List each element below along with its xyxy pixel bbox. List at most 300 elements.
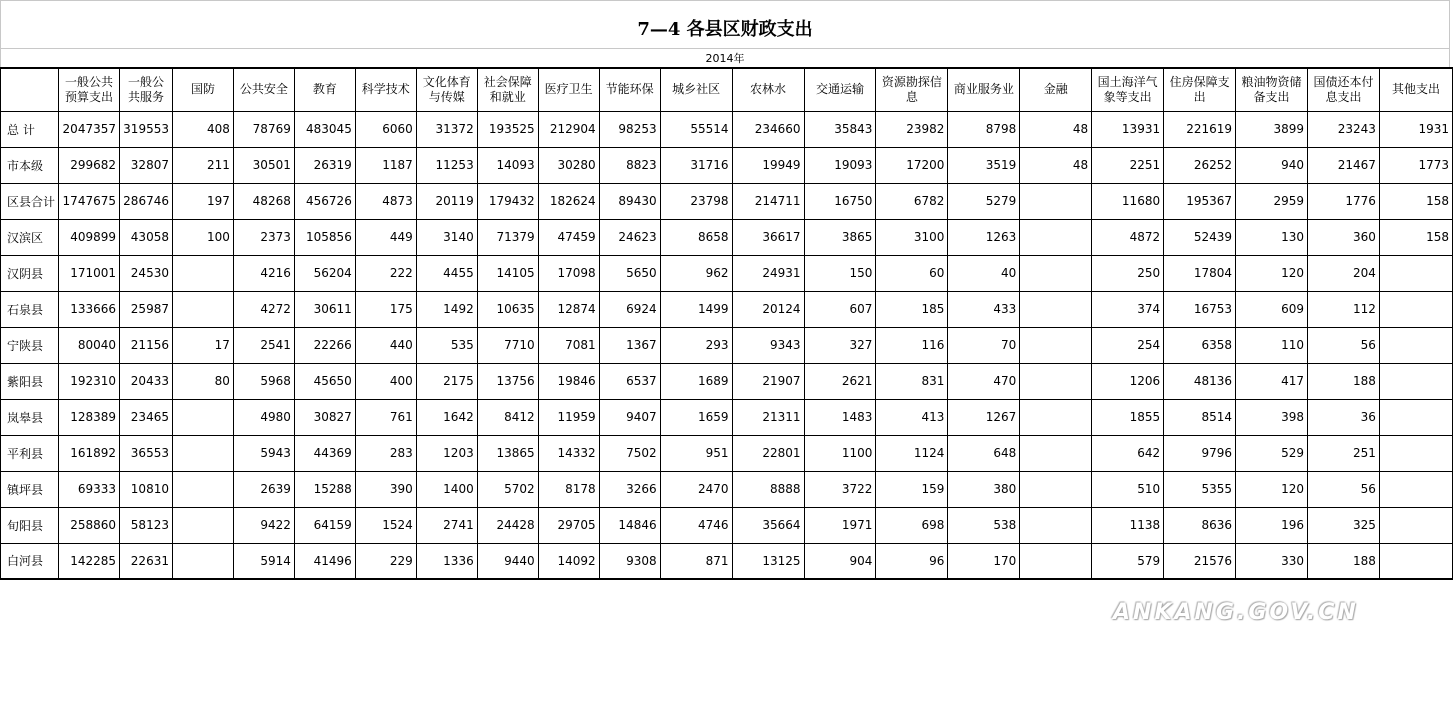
table-cell: 11253 [416, 147, 477, 183]
table-cell: 120 [1236, 255, 1308, 291]
table-cell: 17098 [538, 255, 599, 291]
table-cell: 98253 [599, 111, 660, 147]
table-cell: 408 [172, 111, 233, 147]
column-header: 国土海洋气象等支出 [1092, 68, 1164, 111]
table-cell: 1931 [1379, 111, 1452, 147]
table-cell: 158 [1379, 219, 1452, 255]
table-cell: 161892 [59, 435, 120, 471]
table-cell: 1971 [804, 507, 876, 543]
table-cell: 607 [804, 291, 876, 327]
column-header: 其他支出 [1379, 68, 1452, 111]
year-label: 2014年 [0, 48, 1450, 67]
table-cell: 142285 [59, 543, 120, 579]
row-label: 白河县 [1, 543, 59, 579]
table-cell: 212904 [538, 111, 599, 147]
table-cell [172, 507, 233, 543]
table-cell: 71379 [477, 219, 538, 255]
table-cell [1379, 363, 1452, 399]
table-cell: 12874 [538, 291, 599, 327]
table-cell: 8798 [948, 111, 1020, 147]
table-cell: 398 [1236, 399, 1308, 435]
table-cell [1020, 327, 1092, 363]
table-cell: 1773 [1379, 147, 1452, 183]
table-cell: 22801 [732, 435, 804, 471]
table-cell: 6060 [355, 111, 416, 147]
table-cell: 579 [1092, 543, 1164, 579]
table-row [1, 255, 1453, 291]
table-cell: 36617 [732, 219, 804, 255]
table-cell: 23982 [876, 111, 948, 147]
header-row [1, 68, 1453, 111]
column-header: 一般公共预算支出 [59, 68, 120, 111]
table-cell: 35664 [732, 507, 804, 543]
table-cell: 17804 [1164, 255, 1236, 291]
table-row [1, 435, 1453, 471]
table-cell: 4746 [660, 507, 732, 543]
table-cell [1379, 327, 1452, 363]
table-cell: 1100 [804, 435, 876, 471]
table-cell: 196 [1236, 507, 1308, 543]
table-cell: 456726 [294, 183, 355, 219]
table-cell: 380 [948, 471, 1020, 507]
table-cell [1020, 363, 1092, 399]
table-cell: 48 [1020, 147, 1092, 183]
table-cell: 158 [1379, 183, 1452, 219]
table-cell: 188 [1307, 363, 1379, 399]
table-cell: 171001 [59, 255, 120, 291]
table-cell [1379, 471, 1452, 507]
table-cell: 8636 [1164, 507, 1236, 543]
table-cell [1379, 543, 1452, 579]
table-cell: 15288 [294, 471, 355, 507]
column-header: 社会保障和就业 [477, 68, 538, 111]
table-cell: 1492 [416, 291, 477, 327]
table-cell: 2251 [1092, 147, 1164, 183]
table-cell: 32807 [120, 147, 173, 183]
row-label: 区县合计 [1, 183, 59, 219]
table-cell: 642 [1092, 435, 1164, 471]
table-cell: 48136 [1164, 363, 1236, 399]
table-cell: 130 [1236, 219, 1308, 255]
table-cell: 299682 [59, 147, 120, 183]
table-cell [1020, 471, 1092, 507]
table-cell [1020, 291, 1092, 327]
column-header: 文化体育与传媒 [416, 68, 477, 111]
table-cell: 6782 [876, 183, 948, 219]
table-cell: 9796 [1164, 435, 1236, 471]
column-header: 城乡社区 [660, 68, 732, 111]
table-cell: 8178 [538, 471, 599, 507]
table-cell: 214711 [732, 183, 804, 219]
table-cell: 26252 [1164, 147, 1236, 183]
table-cell: 11680 [1092, 183, 1164, 219]
table-cell: 60 [876, 255, 948, 291]
table-cell: 1267 [948, 399, 1020, 435]
table-cell: 3865 [804, 219, 876, 255]
table-cell: 2639 [233, 471, 294, 507]
table-cell: 3266 [599, 471, 660, 507]
row-label: 汉阴县 [1, 255, 59, 291]
table-cell: 47459 [538, 219, 599, 255]
table-cell [1020, 219, 1092, 255]
table-cell: 179432 [477, 183, 538, 219]
table-cell: 1124 [876, 435, 948, 471]
table-cell: 204 [1307, 255, 1379, 291]
table-cell: 20124 [732, 291, 804, 327]
table-cell [1379, 255, 1452, 291]
table-cell: 2373 [233, 219, 294, 255]
site-watermark: ANKANG.GOV.CN [1113, 600, 1359, 625]
table-row [1, 219, 1453, 255]
table-cell: 698 [876, 507, 948, 543]
table-cell [172, 471, 233, 507]
table-row [1, 327, 1453, 363]
table-cell: 112 [1307, 291, 1379, 327]
table-cell: 229 [355, 543, 416, 579]
column-header: 国防 [172, 68, 233, 111]
table-cell: 24428 [477, 507, 538, 543]
finance-table [0, 67, 1453, 580]
column-header: 一般公共服务 [120, 68, 173, 111]
table-cell: 29705 [538, 507, 599, 543]
table-cell: 116 [876, 327, 948, 363]
table-cell: 9422 [233, 507, 294, 543]
table-row [1, 543, 1453, 579]
table-cell: 4272 [233, 291, 294, 327]
table-cell: 449 [355, 219, 416, 255]
table-row [1, 363, 1453, 399]
table-cell: 221619 [1164, 111, 1236, 147]
table-cell: 21467 [1307, 147, 1379, 183]
table-cell: 80 [172, 363, 233, 399]
table-cell: 5650 [599, 255, 660, 291]
table-cell: 11959 [538, 399, 599, 435]
table-cell: 9308 [599, 543, 660, 579]
table-cell: 1483 [804, 399, 876, 435]
table-cell [1020, 255, 1092, 291]
table-cell: 483045 [294, 111, 355, 147]
table-cell: 24530 [120, 255, 173, 291]
table-cell: 13125 [732, 543, 804, 579]
row-label: 石泉县 [1, 291, 59, 327]
table-cell: 70 [948, 327, 1020, 363]
table-cell: 19093 [804, 147, 876, 183]
table-cell: 1776 [1307, 183, 1379, 219]
column-header: 住房保障支出 [1164, 68, 1236, 111]
column-header: 教育 [294, 68, 355, 111]
table-cell: 19846 [538, 363, 599, 399]
table-cell: 1400 [416, 471, 477, 507]
table-cell: 100 [172, 219, 233, 255]
table-cell: 150 [804, 255, 876, 291]
table-cell: 193525 [477, 111, 538, 147]
table-cell: 1524 [355, 507, 416, 543]
table-cell: 222 [355, 255, 416, 291]
table-cell: 24623 [599, 219, 660, 255]
table-cell: 962 [660, 255, 732, 291]
table-cell: 286746 [120, 183, 173, 219]
table-cell: 185 [876, 291, 948, 327]
table-cell: 2621 [804, 363, 876, 399]
table-cell: 14332 [538, 435, 599, 471]
row-label: 平利县 [1, 435, 59, 471]
table-cell: 4873 [355, 183, 416, 219]
table-cell: 133666 [59, 291, 120, 327]
table-row [1, 183, 1453, 219]
table-cell: 52439 [1164, 219, 1236, 255]
table-cell: 182624 [538, 183, 599, 219]
table-cell [1020, 507, 1092, 543]
table-cell: 417 [1236, 363, 1308, 399]
table-cell [172, 399, 233, 435]
table-cell: 22631 [120, 543, 173, 579]
table-cell: 258860 [59, 507, 120, 543]
table-cell [172, 543, 233, 579]
table-cell: 1263 [948, 219, 1020, 255]
table-title: 7—4 各县区财政支出 [637, 19, 813, 40]
table-cell: 8888 [732, 471, 804, 507]
column-header: 节能环保 [599, 68, 660, 111]
table-cell: 538 [948, 507, 1020, 543]
table-cell: 327 [804, 327, 876, 363]
table-cell: 4455 [416, 255, 477, 291]
table-cell: 31372 [416, 111, 477, 147]
row-label: 镇坪县 [1, 471, 59, 507]
table-cell: 14105 [477, 255, 538, 291]
table-cell [1020, 543, 1092, 579]
table-cell: 192310 [59, 363, 120, 399]
table-cell: 22266 [294, 327, 355, 363]
table-cell: 1659 [660, 399, 732, 435]
table-cell: 8412 [477, 399, 538, 435]
table-cell: 36553 [120, 435, 173, 471]
table-cell: 14093 [477, 147, 538, 183]
table-cell: 1138 [1092, 507, 1164, 543]
table-cell: 5279 [948, 183, 1020, 219]
table-cell: 951 [660, 435, 732, 471]
table-cell: 6924 [599, 291, 660, 327]
table-cell: 400 [355, 363, 416, 399]
table-cell: 5968 [233, 363, 294, 399]
table-cell: 330 [1236, 543, 1308, 579]
table-cell: 4980 [233, 399, 294, 435]
table-cell: 470 [948, 363, 1020, 399]
table-row [1, 291, 1453, 327]
row-label: 总 计 [1, 111, 59, 147]
table-cell: 56204 [294, 255, 355, 291]
table-body [1, 111, 1453, 579]
table-cell: 5355 [1164, 471, 1236, 507]
title-row [0, 0, 1450, 48]
table-cell: 2959 [1236, 183, 1308, 219]
table-cell: 30827 [294, 399, 355, 435]
table-cell: 96 [876, 543, 948, 579]
table-cell: 17200 [876, 147, 948, 183]
table-cell: 1747675 [59, 183, 120, 219]
table-cell: 3899 [1236, 111, 1308, 147]
table-cell: 14846 [599, 507, 660, 543]
table-cell [172, 435, 233, 471]
table-cell: 4216 [233, 255, 294, 291]
table-cell: 58123 [120, 507, 173, 543]
table-cell: 4872 [1092, 219, 1164, 255]
table-cell: 25987 [120, 291, 173, 327]
table-cell: 30280 [538, 147, 599, 183]
column-header: 公共安全 [233, 68, 294, 111]
table-cell: 283 [355, 435, 416, 471]
table-cell: 250 [1092, 255, 1164, 291]
table-cell: 23798 [660, 183, 732, 219]
table-cell: 30501 [233, 147, 294, 183]
table-cell [1020, 183, 1092, 219]
table-cell: 159 [876, 471, 948, 507]
table-cell: 188 [1307, 543, 1379, 579]
table-cell: 48268 [233, 183, 294, 219]
table-cell: 170 [948, 543, 1020, 579]
table-cell: 44369 [294, 435, 355, 471]
table-cell [1379, 399, 1452, 435]
table-cell: 20433 [120, 363, 173, 399]
table-cell: 10810 [120, 471, 173, 507]
table-cell: 24931 [732, 255, 804, 291]
table-cell: 31716 [660, 147, 732, 183]
table-row [1, 147, 1453, 183]
table-cell: 535 [416, 327, 477, 363]
table-cell: 1855 [1092, 399, 1164, 435]
row-label: 汉滨区 [1, 219, 59, 255]
table-cell: 940 [1236, 147, 1308, 183]
table-cell: 21311 [732, 399, 804, 435]
table-cell: 648 [948, 435, 1020, 471]
table-cell: 2175 [416, 363, 477, 399]
table-cell: 234660 [732, 111, 804, 147]
table-cell: 80040 [59, 327, 120, 363]
column-header: 医疗卫生 [538, 68, 599, 111]
table-cell: 6537 [599, 363, 660, 399]
table-cell: 904 [804, 543, 876, 579]
table-cell: 254 [1092, 327, 1164, 363]
table-cell: 21907 [732, 363, 804, 399]
column-header: 粮油物资储备支出 [1236, 68, 1308, 111]
table-cell: 8514 [1164, 399, 1236, 435]
table-cell: 48 [1020, 111, 1092, 147]
table-cell: 17 [172, 327, 233, 363]
table-cell: 7502 [599, 435, 660, 471]
table-cell: 13931 [1092, 111, 1164, 147]
table-cell: 197 [172, 183, 233, 219]
table-cell: 7081 [538, 327, 599, 363]
table-cell: 1187 [355, 147, 416, 183]
table-cell: 69333 [59, 471, 120, 507]
table-cell: 7710 [477, 327, 538, 363]
table-cell: 390 [355, 471, 416, 507]
table-cell: 251 [1307, 435, 1379, 471]
table-cell: 26319 [294, 147, 355, 183]
column-header: 国债还本付息支出 [1307, 68, 1379, 111]
table-cell: 30611 [294, 291, 355, 327]
table-cell [172, 255, 233, 291]
table-cell: 19949 [732, 147, 804, 183]
table-cell: 9343 [732, 327, 804, 363]
table-cell: 3722 [804, 471, 876, 507]
table-cell [1020, 435, 1092, 471]
column-header: 农林水 [732, 68, 804, 111]
table-row [1, 399, 1453, 435]
table-cell: 360 [1307, 219, 1379, 255]
row-label: 岚皋县 [1, 399, 59, 435]
table-cell: 6358 [1164, 327, 1236, 363]
table-row [1, 111, 1453, 147]
table-cell: 3519 [948, 147, 1020, 183]
table-cell: 440 [355, 327, 416, 363]
table-cell: 89430 [599, 183, 660, 219]
table-cell: 128389 [59, 399, 120, 435]
table-cell: 10635 [477, 291, 538, 327]
column-header: 科学技术 [355, 68, 416, 111]
table-cell: 21156 [120, 327, 173, 363]
table-cell: 21576 [1164, 543, 1236, 579]
table-cell: 56 [1307, 327, 1379, 363]
table-cell: 9440 [477, 543, 538, 579]
table-cell: 20119 [416, 183, 477, 219]
table-cell: 23243 [1307, 111, 1379, 147]
table-cell: 55514 [660, 111, 732, 147]
table-cell: 2470 [660, 471, 732, 507]
table-cell: 2741 [416, 507, 477, 543]
table-cell: 5702 [477, 471, 538, 507]
table-cell: 5943 [233, 435, 294, 471]
table-cell: 761 [355, 399, 416, 435]
column-header: 交通运输 [804, 68, 876, 111]
table-cell: 14092 [538, 543, 599, 579]
table-cell: 609 [1236, 291, 1308, 327]
table-cell: 293 [660, 327, 732, 363]
table-cell: 1499 [660, 291, 732, 327]
table-cell: 195367 [1164, 183, 1236, 219]
table-cell [1020, 399, 1092, 435]
table-cell: 3100 [876, 219, 948, 255]
table-cell: 871 [660, 543, 732, 579]
column-header: 商业服务业 [948, 68, 1020, 111]
table-cell: 175 [355, 291, 416, 327]
table-cell: 16750 [804, 183, 876, 219]
table-cell: 319553 [120, 111, 173, 147]
table-cell: 64159 [294, 507, 355, 543]
table-cell: 413 [876, 399, 948, 435]
table-row [1, 471, 1453, 507]
table-cell: 43058 [120, 219, 173, 255]
table-cell: 16753 [1164, 291, 1236, 327]
table-cell: 78769 [233, 111, 294, 147]
table-cell: 3140 [416, 219, 477, 255]
table-cell: 105856 [294, 219, 355, 255]
column-header: 金融 [1020, 68, 1092, 111]
table-cell: 13865 [477, 435, 538, 471]
table-cell [1379, 435, 1452, 471]
table-cell: 1689 [660, 363, 732, 399]
table-cell: 8658 [660, 219, 732, 255]
row-label: 宁陕县 [1, 327, 59, 363]
table-cell: 45650 [294, 363, 355, 399]
table-cell: 433 [948, 291, 1020, 327]
table-cell: 40 [948, 255, 1020, 291]
header-corner [1, 68, 59, 111]
table-cell: 5914 [233, 543, 294, 579]
table-cell: 1367 [599, 327, 660, 363]
table-cell: 510 [1092, 471, 1164, 507]
table-cell [172, 291, 233, 327]
table-cell: 23465 [120, 399, 173, 435]
